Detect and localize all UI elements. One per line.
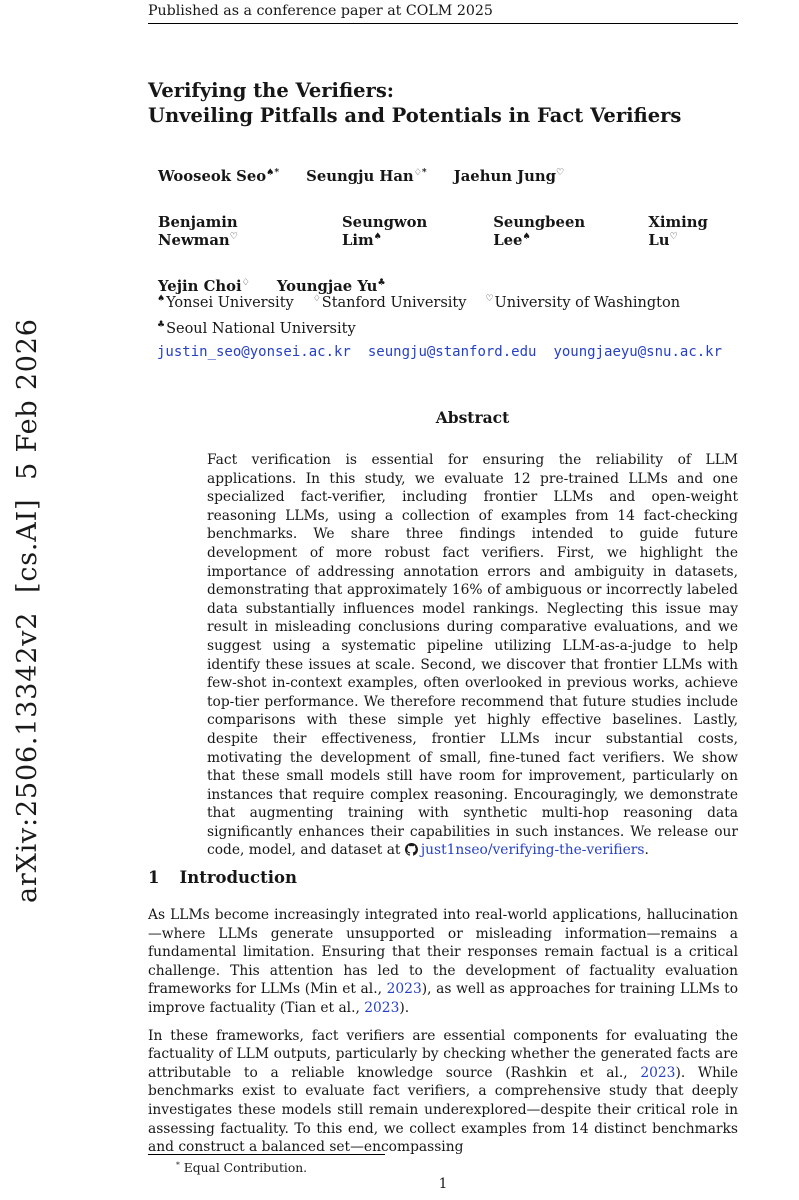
author-name: Jaehun Jung xyxy=(453,168,556,185)
email-seungju[interactable]: seungju@stanford.edu xyxy=(367,344,537,360)
footnote-marker: * xyxy=(176,1160,180,1169)
paragraph-text: ). xyxy=(399,999,410,1016)
abstract-heading: Abstract xyxy=(435,408,510,427)
citation-authors: Min et al., xyxy=(310,981,387,998)
github-repo-link[interactable] xyxy=(405,842,645,858)
affiliation-mark: ♣ xyxy=(377,277,386,289)
paper-title-line-2: Unveiling Pitfalls and Potentials in Fact Verifiers xyxy=(148,104,682,127)
citation-rashkin-2023[interactable] xyxy=(511,1065,676,1081)
author-wooseok-seo xyxy=(158,168,279,186)
affiliation-mark: ♢ xyxy=(241,277,250,289)
author-name: Yejin Choi xyxy=(158,278,242,295)
running-header xyxy=(148,3,738,24)
affiliation-mark: ♣ xyxy=(157,320,166,331)
page-number: 1 xyxy=(438,1176,448,1192)
citation-year: 2023 xyxy=(364,999,400,1016)
affiliations-line-2 xyxy=(157,320,737,338)
affiliation-mark: ♡ xyxy=(229,231,238,243)
affiliation-yonsei xyxy=(157,294,294,312)
paragraph-text: In these frameworks, fact verifiers are essential components for evaluating the factuality of LLM outputs, particularly by checking whether the generated facts are attributable to a reliable knowledge source ( xyxy=(148,1027,738,1081)
author-row-1 xyxy=(158,168,738,186)
paper-title xyxy=(148,78,738,128)
footnote xyxy=(148,1160,708,1175)
paper-title-line-1: Verifying the Verifiers: xyxy=(148,79,394,102)
intro-paragraph-1 xyxy=(148,906,738,1018)
github-repo-text: just1nseo/verifying-the-verifiers xyxy=(420,842,645,859)
author-name: Seungju Han xyxy=(306,168,414,185)
author-seungbeen-lee xyxy=(493,214,621,250)
citation-year: 2023 xyxy=(640,1064,676,1081)
footnote-text: Equal Contribution. xyxy=(183,1161,308,1176)
author-name: Wooseok Seo xyxy=(158,168,267,185)
footnote-rule xyxy=(148,1154,385,1155)
introduction-text xyxy=(148,906,738,1166)
author-name: Seungbeen Lee xyxy=(493,214,586,249)
affiliation-name: Seoul National University xyxy=(166,321,356,337)
affiliation-mark: ♡ xyxy=(485,294,494,305)
affiliation-mark: ♠ xyxy=(373,231,382,243)
affiliation-name: Yonsei University xyxy=(166,295,294,311)
section-title: Introduction xyxy=(179,868,297,887)
section-1-heading xyxy=(148,868,297,887)
affiliation-mark: ♠ xyxy=(522,231,531,243)
intro-paragraph-2 xyxy=(148,1027,738,1157)
citation-tian-2023[interactable] xyxy=(285,1000,399,1016)
citation-min-2023[interactable] xyxy=(310,981,422,997)
affiliation-mark: ♢ xyxy=(312,294,321,305)
affiliation-block xyxy=(157,294,737,346)
author-name: Seungwon Lim xyxy=(341,214,428,249)
affiliation-snu xyxy=(157,320,356,338)
running-header-text: Published as a conference paper at COLM 2025 xyxy=(148,3,493,19)
author-name: Benjamin Newman xyxy=(158,214,238,249)
author-seungwon-lim xyxy=(342,214,466,250)
paragraph-text: ), as well as approaches for training LLMs to improve factuality ( xyxy=(148,981,739,1016)
affiliation-mark: ♡ xyxy=(669,231,678,243)
affiliation-name: Stanford University xyxy=(321,295,467,311)
abstract-body xyxy=(207,451,738,862)
author-jaehun-jung xyxy=(454,168,565,186)
section-number: 1 xyxy=(148,868,160,887)
citation-authors: Tian et al., xyxy=(285,999,365,1016)
author-name: Youngjae Yu xyxy=(276,278,378,295)
affiliation-stanford xyxy=(313,294,467,312)
github-icon xyxy=(405,843,418,862)
abstract-text: Fact verification is essential for ensuring the reliability of LLM applications. In this study, we evaluate 12 pre-trained LLMs and one specialized fact-verifier, including frontier LLMs and open-weight reasoning LLMs, using a collection of examples from 14 fact-checking benchmarks. We share three findings intended to guide future development of more robust fact verifiers. First, we highlight the importance of addressing annotation errors and ambiguity in datasets, demonstrating that approximately 16% of ambiguous or incorrectly labeled data substantially influences model rankings. Neglecting this issue may result in misleading conclusions during comparative evaluations, and we suggest using a systematic pipeline utilizing LLM-as-a-judge to help identify these issues at scale. Second, we discover that frontier LLMs with few-shot in-context examples, often overlooked in previous works, achieve top-tier performance. We therefore recommend that future studies include comparisons with these simple yet highly effective baselines. Lastly, despite their effectiveness, frontier LLMs incur substantial costs, motivating the development of small, fine-tuned fact verifiers. We show that these small models still have room for improvement, particularly on instances that require complex reasoning. Encouragingly, we demonstrate that augmenting training with synthetic multi-hop reasoning data significantly enhances their capabilities in such instances. We release our code, model, and dataset at xyxy=(207,452,738,859)
affiliation-mark: ♠ xyxy=(157,294,166,305)
email-youngjaeyu[interactable]: youngjaeyu@snu.ac.kr xyxy=(553,344,723,360)
citation-year: 2023 xyxy=(386,981,422,998)
affiliation-mark: ♢* xyxy=(413,167,427,179)
author-row-2 xyxy=(158,214,738,250)
author-benjamin-newman xyxy=(158,214,315,250)
author-name: Ximing Lu xyxy=(648,214,708,249)
affiliation-mark: ♡ xyxy=(556,167,565,179)
citation-authors: Rashkin et al., xyxy=(510,1064,641,1081)
affiliation-washington xyxy=(485,294,680,312)
abstract-period: . xyxy=(644,842,649,859)
email-justin-seo[interactable]: justin_seo@yonsei.ac.kr xyxy=(157,344,351,360)
paragraph-text: As LLMs become increasingly integrated into real-world applications, hallucination—where LLMs generate unsupported or misleading information—remains a fundamental limitation. Ensuring that their responses remain factual is a critical challenge. This attention has led to the development of factuality evaluation frameworks for LLMs ( xyxy=(148,907,738,998)
author-ximing-lu xyxy=(648,214,738,250)
author-seungju-han xyxy=(306,168,427,186)
arxiv-watermark: arXiv:2506.13342v2 [cs.AI] 5 Feb 2026 xyxy=(12,318,43,903)
affiliation-mark: ♠* xyxy=(266,167,280,179)
affiliations-line-1 xyxy=(157,294,737,312)
author-emails xyxy=(157,344,757,360)
paragraph-text: ). While benchmarks exist to evaluate fact verifiers, a comprehensive study that deeply investigates these models still remain underexplored—despite their critical role in assessing factuality. To this end, we collect examples from 14 distinct benchmarks and construct a balanced set—encompassing xyxy=(148,1064,738,1156)
affiliation-name: University of Washington xyxy=(494,295,681,311)
